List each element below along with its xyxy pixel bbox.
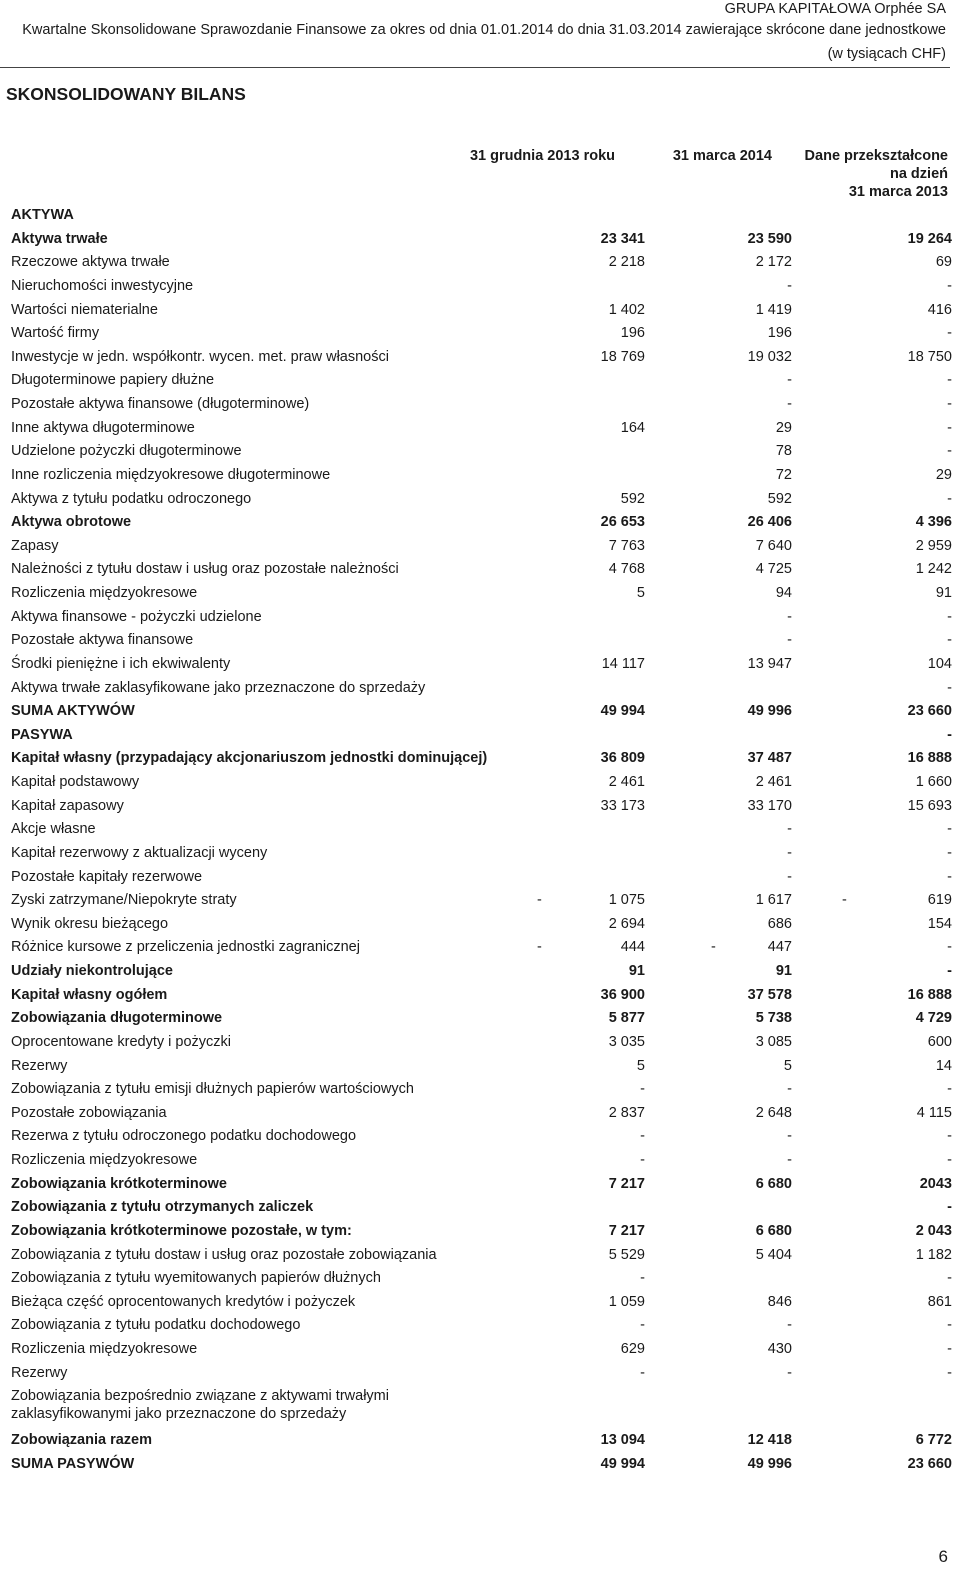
value-cell-col2: 1 419	[755, 301, 792, 318]
row-label: Kapitał własny ogółem	[11, 986, 168, 1003]
row-label: Udziały niekontrolujące	[11, 963, 173, 979]
value-cell-col3: 2 043	[915, 1222, 952, 1239]
value-cell-col1: 196	[620, 325, 645, 342]
value-cell-col3: -	[947, 632, 952, 649]
value-cell-col3: 16 888	[907, 750, 952, 767]
sign-cell-col1: -	[537, 892, 542, 909]
row-label: Zobowiązania z tytułu podatku dochodowego	[11, 1317, 301, 1334]
row-label: Rezerwy	[11, 1364, 68, 1381]
row-label: AKTYWA	[11, 207, 74, 223]
value-cell-col3: 6 772	[915, 1432, 952, 1449]
table-row	[0, 1147, 960, 1171]
value-cell-col2: 19 032	[747, 348, 792, 365]
column-header-restated-line1: Dane przekształcone	[804, 148, 948, 164]
row-label: Kapitał rezerwowy z aktualizacji wyceny	[11, 844, 268, 861]
row-label: Środki pieniężne i ich ekwiwalenty	[11, 655, 231, 672]
value-cell-col1: 49 994	[600, 703, 645, 720]
table-row	[0, 486, 960, 510]
value-cell-col2: 49 996	[747, 1455, 792, 1472]
table-row	[0, 1265, 960, 1289]
value-cell-col2: 1 617	[755, 892, 792, 909]
row-label: SUMA AKTYWÓW	[11, 703, 135, 720]
row-label: Kapitał zapasowy	[11, 797, 124, 814]
value-cell-col2: 91	[775, 963, 792, 979]
table-row	[0, 982, 960, 1006]
value-cell-col1: 1 402	[608, 301, 645, 318]
value-cell-col1: 1 059	[608, 1293, 645, 1310]
report-title: Kwartalne Skonsolidowane Sprawozdanie Finansowe za okres od dnia 01.01.2014 do dnia 31.03.2014 zawierające skrócone dane jednostkowe	[22, 22, 946, 38]
table-row	[0, 1005, 960, 1029]
value-cell-col3: -	[947, 1270, 952, 1287]
value-cell-col3: 1 182	[915, 1246, 952, 1263]
row-label: Aktywa finansowe - pożyczki udzielone	[11, 608, 262, 625]
table-row	[0, 344, 960, 368]
value-cell-col3: -	[947, 963, 952, 979]
row-label: Zobowiązania z tytułu otrzymanych zaliczek	[11, 1199, 314, 1216]
value-cell-col3: -	[947, 726, 952, 743]
table-row	[0, 864, 960, 888]
row-label: Wartość firmy	[11, 325, 100, 342]
value-cell-col2: 6 680	[755, 1222, 792, 1239]
value-cell-col1: 2 837	[608, 1104, 645, 1121]
value-cell-col1: 5	[636, 585, 645, 601]
value-cell-col2: -	[787, 608, 792, 625]
table-row	[0, 722, 960, 746]
value-cell-col2: 686	[767, 915, 792, 932]
value-cell-col3: -	[947, 396, 952, 412]
value-cell-col1: 7 763	[608, 537, 645, 554]
row-label: Rozliczenia międzyokresowe	[11, 1341, 198, 1357]
value-cell-col3: -	[947, 1128, 952, 1145]
value-cell-col2: -	[787, 1364, 792, 1381]
value-cell-col1: 13 094	[600, 1432, 645, 1449]
row-label: Zobowiązania krótkoterminowe pozostałe, w tym:	[11, 1222, 352, 1239]
value-cell-col1: 26 653	[600, 514, 645, 531]
table-row	[0, 367, 960, 391]
column-header-mar-2014: 31 marca 2014	[672, 148, 772, 164]
value-cell-col1: -	[640, 1270, 645, 1287]
table-row	[0, 1451, 960, 1475]
value-cell-col3: 69	[935, 254, 952, 271]
value-cell-col2: 37 578	[747, 986, 792, 1003]
row-label: Długoterminowe papiery dłużne	[11, 372, 215, 389]
currency-unit: (w tysiącach CHF)	[827, 46, 946, 62]
table-row	[0, 1427, 960, 1451]
value-cell-col2: -	[787, 632, 792, 649]
table-row	[0, 1076, 960, 1100]
table-row	[0, 1029, 960, 1053]
value-cell-col1: -	[640, 1081, 645, 1098]
table-row	[0, 1242, 960, 1266]
value-cell-col2: 5	[783, 1057, 792, 1074]
row-label: SUMA PASYWÓW	[11, 1455, 135, 1472]
table-row	[0, 462, 960, 486]
value-cell-col2: 846	[767, 1293, 792, 1310]
table-row	[0, 1171, 960, 1195]
value-cell-col2: 72	[775, 466, 792, 483]
table-row	[0, 627, 960, 651]
row-label: Inne aktywa długoterminowe	[11, 419, 195, 436]
value-cell-col3: -	[947, 372, 952, 389]
value-cell-col2: -	[787, 868, 792, 885]
table-row	[0, 793, 960, 817]
table-row	[0, 1383, 960, 1427]
table-row	[0, 887, 960, 911]
value-cell-col1: -	[640, 1364, 645, 1381]
value-cell-col3: 1 660	[915, 774, 952, 790]
value-cell-col2: 29	[775, 419, 792, 436]
row-label: Aktywa obrotowe	[11, 514, 132, 531]
value-cell-col3: 154	[927, 915, 952, 932]
value-cell-col1: 444	[620, 939, 645, 956]
table-row	[0, 249, 960, 273]
row-label-line: zaklasyfikowanymi jako przeznaczone do sprzedaży	[11, 1406, 347, 1423]
row-label: Zobowiązania z tytułu dostaw i usług oraz pozostałe zobowiązania	[11, 1246, 437, 1263]
row-label: Aktywa trwałe	[11, 230, 108, 247]
value-cell-col3: -	[947, 1364, 952, 1381]
table-row	[0, 604, 960, 628]
row-label: Rzeczowe aktywa trwałe	[11, 254, 170, 271]
table-row	[0, 202, 960, 226]
value-cell-col2: 2 461	[755, 774, 792, 790]
row-label: Zobowiązania razem	[11, 1432, 153, 1449]
value-cell-col3: -	[947, 1341, 952, 1357]
value-cell-col3: 29	[935, 466, 952, 483]
value-cell-col1: 164	[620, 419, 645, 436]
value-cell-col3: 4 729	[915, 1010, 952, 1027]
row-label: Rozliczenia międzyokresowe	[11, 585, 198, 601]
value-cell-col2: 26 406	[747, 514, 792, 531]
page-number: 6	[938, 1547, 948, 1566]
row-label: Różnice kursowe z przeliczenia jednostki zagranicznej	[11, 939, 360, 956]
table-row	[0, 1053, 960, 1077]
value-cell-col3: -	[947, 325, 952, 342]
value-cell-col3: -	[947, 419, 952, 436]
row-label: Aktywa z tytułu podatku odroczonego	[11, 490, 252, 507]
table-row	[0, 816, 960, 840]
balance-sheet-table	[0, 202, 960, 1475]
value-cell-col1: 1 075	[608, 892, 645, 909]
column-header-restated-mar-2013	[805, 147, 948, 201]
value-cell-col2: 430	[767, 1341, 792, 1357]
table-row	[0, 1123, 960, 1147]
value-cell-col2: 49 996	[747, 703, 792, 720]
value-cell-col3: 16 888	[907, 986, 952, 1003]
table-row	[0, 698, 960, 722]
value-cell-col1: 36 809	[600, 750, 645, 767]
value-cell-col1: 33 173	[600, 797, 645, 814]
table-row	[0, 509, 960, 533]
value-cell-col2: 592	[767, 490, 792, 507]
table-row	[0, 297, 960, 321]
table-row	[0, 1289, 960, 1313]
value-cell-col2: -	[787, 1128, 792, 1145]
table-row	[0, 840, 960, 864]
value-cell-col3: -	[947, 868, 952, 885]
table-row	[0, 651, 960, 675]
row-label: Pozostałe kapitały rezerwowe	[11, 868, 203, 885]
row-label-line: Zobowiązania bezpośrednio związane z aktywami trwałymi	[11, 1388, 389, 1405]
table-row	[0, 675, 960, 699]
row-label: Zobowiązania krótkoterminowe	[11, 1175, 227, 1192]
row-label: Akcje własne	[11, 821, 96, 838]
row-label: Rezerwy	[11, 1057, 68, 1074]
table-row	[0, 320, 960, 344]
table-row	[0, 1100, 960, 1124]
value-cell-col3: -	[947, 1199, 952, 1216]
value-cell-col2: -	[787, 372, 792, 389]
row-label: PASYWA	[11, 726, 73, 743]
value-cell-col2: 3 085	[755, 1033, 792, 1050]
value-cell-col3: -	[947, 821, 952, 838]
row-label: Oprocentowane kredyty i pożyczki	[11, 1033, 232, 1050]
value-cell-col3: 4 396	[915, 514, 952, 531]
row-label: Rezerwa z tytułu odroczonego podatku dochodowego	[11, 1128, 357, 1145]
value-cell-col2: 94	[775, 585, 792, 601]
table-row	[0, 438, 960, 462]
row-label: Udzielone pożyczki długoterminowe	[11, 443, 242, 460]
value-cell-col2: 6 680	[755, 1175, 792, 1192]
row-label: Pozostałe zobowiązania	[11, 1104, 167, 1121]
value-cell-col2: -	[787, 1081, 792, 1098]
value-cell-col2: 196	[767, 325, 792, 342]
value-cell-col3: 18 750	[907, 348, 952, 365]
value-cell-col2: -	[787, 1317, 792, 1334]
row-label: Zapasy	[11, 537, 59, 554]
value-cell-col2: 37 487	[747, 750, 792, 767]
row-label: Inne rozliczenia międzyokresowe długoterminowe	[11, 466, 331, 483]
sign-cell-col1: -	[537, 939, 542, 956]
value-cell-col2: 4 725	[755, 561, 792, 578]
value-cell-col1: 14 117	[601, 655, 645, 672]
row-label: Inwestycje w jedn. współkontr. wycen. met. praw własności	[11, 348, 389, 365]
value-cell-col2: 78	[775, 443, 792, 460]
value-cell-col3: -	[947, 939, 952, 956]
row-label: Zobowiązania z tytułu emisji dłużnych papierów wartościowych	[11, 1081, 414, 1098]
value-cell-col3: -	[947, 277, 952, 294]
table-row	[0, 769, 960, 793]
value-cell-col3: 600	[927, 1033, 952, 1050]
value-cell-col3: -	[947, 1081, 952, 1098]
value-cell-col3: 23 660	[907, 1455, 952, 1472]
value-cell-col1: 4 768	[608, 561, 645, 578]
row-label: Rozliczenia międzyokresowe	[11, 1152, 198, 1168]
value-cell-col3: -	[947, 608, 952, 625]
value-cell-col3: 416	[927, 301, 952, 318]
row-label: Pozostałe aktywa finansowe	[11, 632, 194, 649]
table-row	[0, 556, 960, 580]
value-cell-col1: -	[640, 1317, 645, 1334]
row-label: Zyski zatrzymane/Niepokryte straty	[11, 892, 237, 909]
value-cell-col1: 18 769	[600, 348, 645, 365]
value-cell-col1: 49 994	[600, 1455, 645, 1472]
value-cell-col3: -	[947, 844, 952, 861]
value-cell-col2: 5 404	[755, 1246, 792, 1263]
value-cell-col2: 12 418	[747, 1432, 792, 1449]
value-cell-col1: 629	[620, 1341, 645, 1357]
table-row	[0, 226, 960, 250]
table-row	[0, 533, 960, 557]
column-header-restated-line3: 31 marca 2013	[848, 184, 948, 200]
value-cell-col3: -	[947, 490, 952, 507]
value-cell-col2: 33 170	[747, 797, 792, 814]
value-cell-col3: 619	[927, 892, 952, 909]
value-cell-col1: 592	[620, 490, 645, 507]
table-row	[0, 1194, 960, 1218]
value-cell-col1: 5 877	[608, 1010, 645, 1027]
header-divider	[0, 67, 950, 68]
value-cell-col3: 1 242	[915, 561, 952, 578]
value-cell-col1: 36 900	[600, 986, 645, 1003]
value-cell-col2: 13 947	[747, 655, 792, 672]
value-cell-col3: -	[947, 679, 952, 696]
column-header-restated-line2: na dzień	[889, 166, 948, 182]
table-row	[0, 1360, 960, 1384]
value-cell-col2: -	[787, 396, 792, 412]
value-cell-col1: 5	[636, 1057, 645, 1074]
value-cell-col3: -	[947, 1317, 952, 1334]
value-cell-col2: 5 738	[755, 1010, 792, 1027]
page-title: SKONSOLIDOWANY BILANS	[6, 84, 246, 104]
value-cell-col3: 91	[935, 585, 952, 601]
row-label: Zobowiązania z tytułu wyemitowanych papierów dłużnych	[11, 1270, 381, 1287]
value-cell-col1: 7 217	[608, 1222, 645, 1239]
value-cell-col1: 2 218	[608, 254, 645, 271]
row-label: Zobowiązania długoterminowe	[11, 1010, 223, 1027]
table-row	[0, 911, 960, 935]
value-cell-col2: 2 648	[755, 1104, 792, 1121]
value-cell-col1: -	[640, 1152, 645, 1168]
table-row	[0, 391, 960, 415]
value-cell-col3: 23 660	[907, 703, 952, 720]
value-cell-col1: 5 529	[608, 1246, 645, 1263]
value-cell-col1: 23 341	[600, 230, 645, 247]
value-cell-col2: -	[787, 821, 792, 838]
table-row	[0, 273, 960, 297]
table-row	[0, 958, 960, 982]
value-cell-col2: -	[787, 1152, 792, 1168]
table-row	[0, 934, 960, 958]
value-cell-col2: 447	[767, 939, 792, 956]
value-cell-col3: 104	[927, 655, 952, 672]
value-cell-col1: 7 217	[608, 1175, 645, 1192]
value-cell-col3: -	[947, 1152, 952, 1168]
value-cell-col2: -	[787, 844, 792, 861]
sign-cell-col3: -	[842, 892, 847, 909]
value-cell-col1: 2 461	[608, 774, 645, 790]
value-cell-col3: 19 264	[907, 230, 952, 247]
row-label: Pozostałe aktywa finansowe (długoterminowe)	[11, 396, 310, 412]
value-cell-col2: -	[787, 277, 792, 294]
table-row	[0, 415, 960, 439]
row-label: Kapitał podstawowy	[11, 774, 140, 790]
value-cell-col1: -	[640, 1128, 645, 1145]
row-label: Aktywa trwałe zaklasyfikowane jako przeznaczone do sprzedaży	[11, 679, 426, 696]
company-name: GRUPA KAPITAŁOWA Orphée SA	[724, 1, 946, 17]
value-cell-col3: 861	[927, 1293, 952, 1310]
value-cell-col3: 2043	[919, 1175, 952, 1192]
value-cell-col1: 3 035	[608, 1033, 645, 1050]
column-header-dec-2013: 31 grudnia 2013 roku	[469, 148, 615, 164]
row-label: Nieruchomości inwestycyjne	[11, 277, 194, 294]
row-label: Bieżąca część oprocentowanych kredytów i pożyczek	[11, 1293, 356, 1310]
row-label: Wartości niematerialne	[11, 301, 158, 318]
table-row	[0, 1218, 960, 1242]
row-label: Należności z tytułu dostaw i usług oraz pozostałe należności	[11, 561, 399, 578]
row-label: Kapitał własny (przypadający akcjonariuszom jednostki dominującej)	[11, 750, 488, 767]
value-cell-col3: -	[947, 443, 952, 460]
value-cell-col2: 7 640	[755, 537, 792, 554]
value-cell-col3: 14	[935, 1057, 952, 1074]
table-row	[0, 580, 960, 604]
value-cell-col1: 91	[628, 963, 645, 979]
table-row	[0, 1336, 960, 1360]
row-label	[11, 1387, 389, 1423]
value-cell-col3: 4 115	[916, 1104, 952, 1121]
table-row	[0, 745, 960, 769]
row-label: Wynik okresu bieżącego	[11, 915, 169, 932]
value-cell-col2: 2 172	[755, 254, 792, 271]
table-row	[0, 1312, 960, 1336]
value-cell-col1: 2 694	[608, 915, 645, 932]
value-cell-col3: 2 959	[915, 537, 952, 554]
sign-cell-col2: -	[711, 939, 716, 956]
value-cell-col3: 15 693	[907, 797, 952, 814]
value-cell-col2: 23 590	[747, 230, 792, 247]
